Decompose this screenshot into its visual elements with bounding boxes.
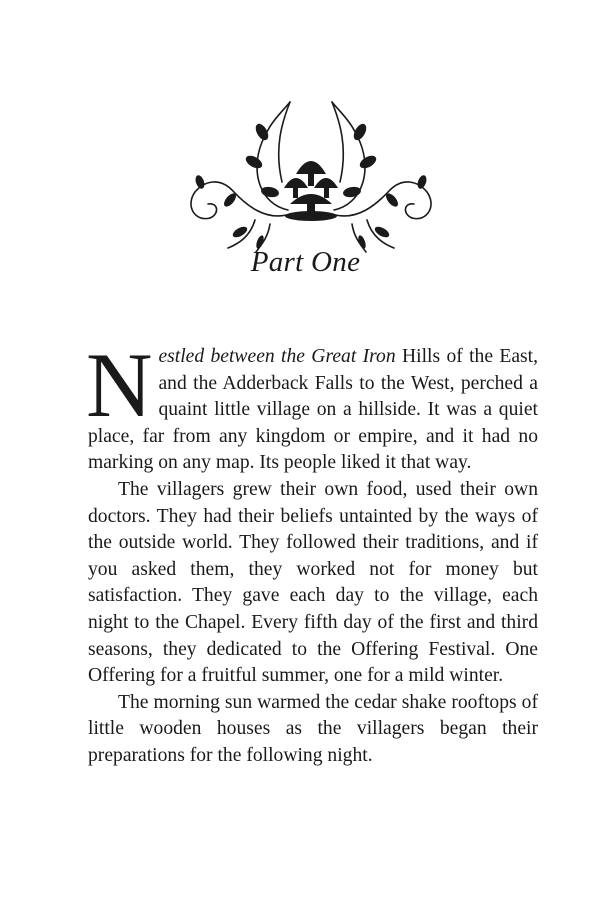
drop-cap: N: [86, 334, 153, 436]
body-text: [86, 334, 539, 770]
paragraph-3: The morning sun warmed the cedar shake rooftops of little wooden houses as the villagers began their preparations for the following night.: [88, 691, 538, 766]
paragraph-1: [86, 334, 539, 477]
lead-in-italic: estled between the Great Iron: [158, 346, 396, 367]
mushroom-vine-ornament-icon: [170, 92, 452, 254]
chapter-title: Part One: [250, 246, 361, 278]
paragraph-2: The villagers grew their own food, used their own doctors. They had their beliefs untainted by the ways of the outside world. They followed their traditions, and if you asked them, they worked not for money but satisfaction. They gave each day to the village, each night to the Chapel. Every fifth day of the first and third seasons, they dedicated to the Offering Festival. One Offering for a fruitful summer, one for a mild winter.: [88, 478, 538, 687]
paragraph-1-text: Hills of the East, and the Adderback Falls to the West, perched a quaint little village on a hillside. It was a quiet place, far from any kingdom or empire, and it had no marking on any map. Its people liked it that way.: [88, 346, 539, 474]
